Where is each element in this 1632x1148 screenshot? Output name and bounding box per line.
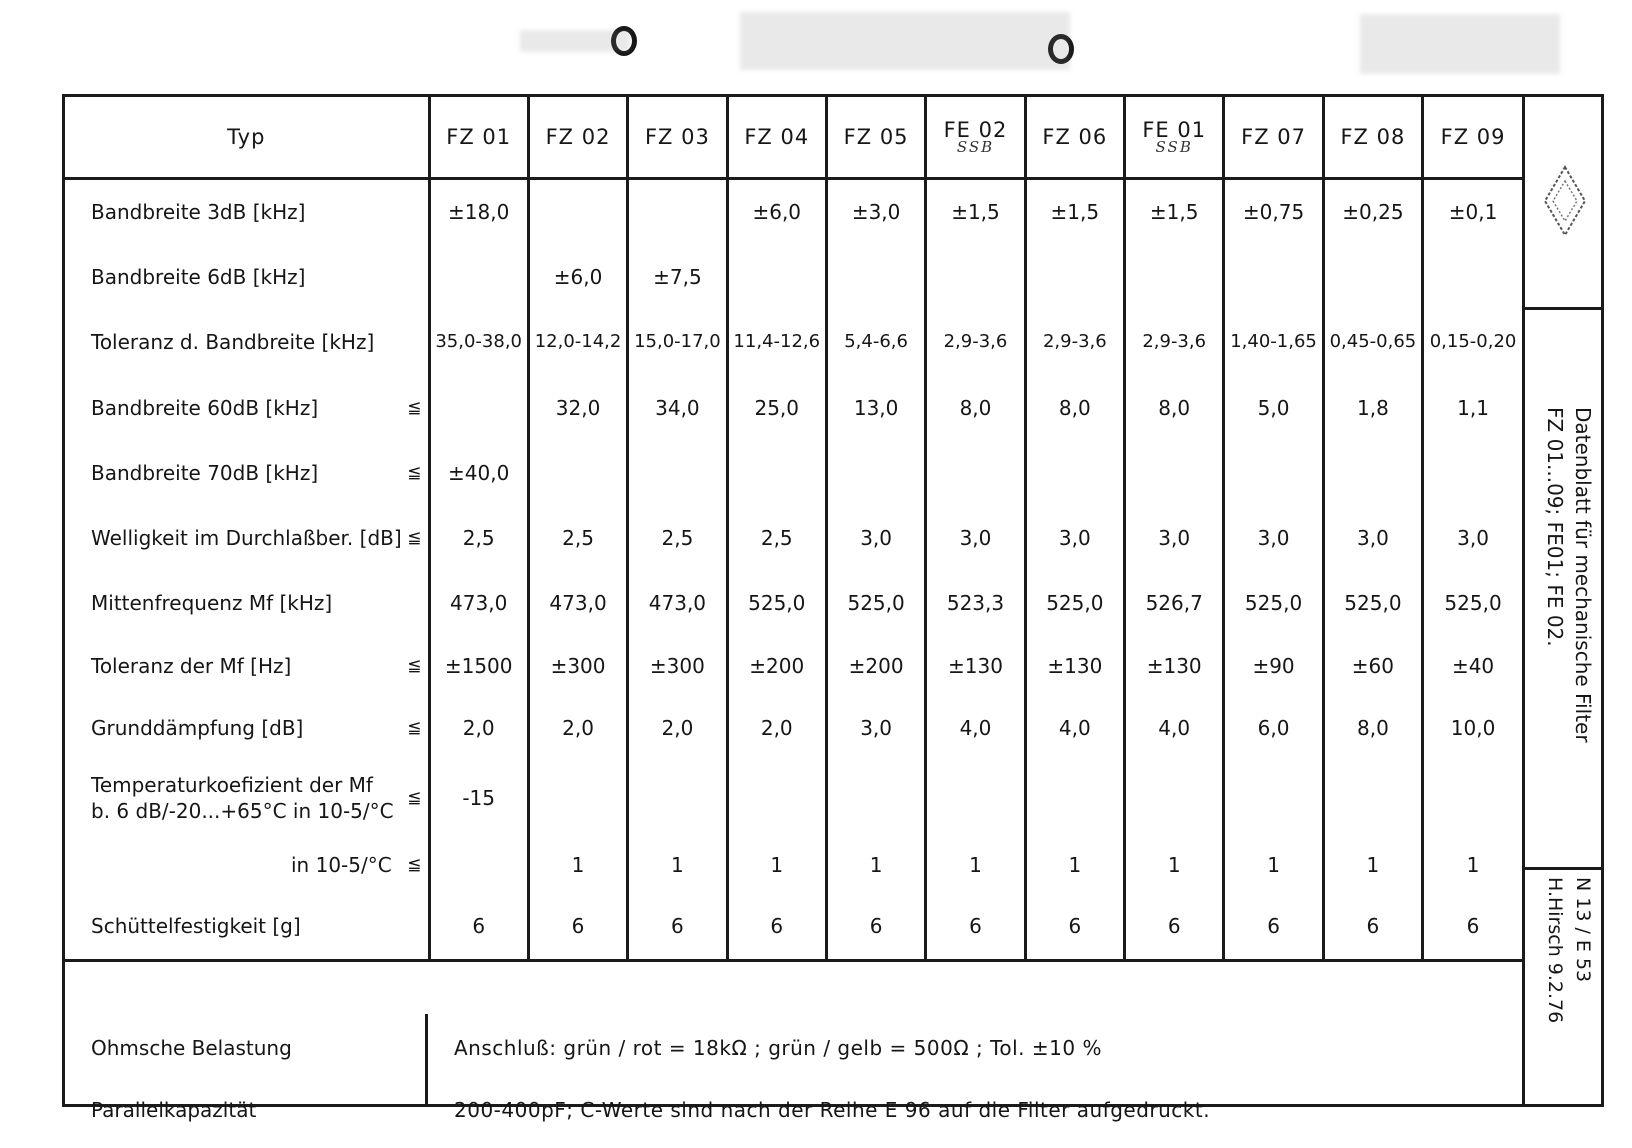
table-cell: 11,4-12,6 <box>727 309 826 375</box>
column-label: FZ 03 <box>644 125 710 149</box>
row-label: Mittenfrequenz Mf [kHz] <box>91 590 333 615</box>
table-cell: 3,0 <box>826 505 925 571</box>
table-cell: ±6,0 <box>528 245 627 309</box>
table-cell: ±1,5 <box>926 179 1025 245</box>
row-label-cell <box>65 837 429 893</box>
less-equal-symbol: ≦ <box>407 854 422 875</box>
row-label-cell <box>65 571 429 635</box>
row-label: Bandbreite 3dB [kHz] <box>91 200 306 225</box>
table-row <box>65 505 1522 571</box>
table-cell: 3,0 <box>1125 505 1224 571</box>
column-header <box>1125 97 1224 179</box>
table-row <box>65 837 1522 893</box>
table-cell: 6 <box>528 893 627 961</box>
column-header <box>727 97 826 179</box>
table-cell: 6 <box>628 893 727 961</box>
table-cell: ±1500 <box>429 635 528 697</box>
table-cell: ±1,5 <box>1025 179 1124 245</box>
table-cell <box>926 245 1025 309</box>
table-row <box>65 441 1522 505</box>
column-header <box>1323 97 1422 179</box>
table-cell: ±0,1 <box>1423 179 1522 245</box>
table-cell: 13,0 <box>826 375 925 441</box>
table-cell: 525,0 <box>826 571 925 635</box>
table-cell: ±7,5 <box>628 245 727 309</box>
table-cell <box>1323 759 1422 837</box>
table-cell: ±3,0 <box>826 179 925 245</box>
table-cell: 2,9-3,6 <box>1025 309 1124 375</box>
table-cell: 2,5 <box>528 505 627 571</box>
table-cell: ±40,0 <box>429 441 528 505</box>
table-cell: 1 <box>727 837 826 893</box>
column-header <box>628 97 727 179</box>
side-ref-line2: H.Hirsch 9.2.76 <box>1544 877 1566 1024</box>
column-label: FZ 07 <box>1241 125 1306 149</box>
row-label-cell <box>65 309 429 375</box>
table-cell <box>1025 441 1124 505</box>
table-cell: 523,3 <box>926 571 1025 635</box>
column-header <box>926 97 1025 179</box>
table-cell <box>1423 759 1522 837</box>
less-equal-symbol: ≦ <box>407 397 422 418</box>
side-separator <box>1525 307 1604 310</box>
column-note: SSB <box>1155 138 1193 156</box>
table-cell: 1 <box>1323 837 1422 893</box>
table-cell: 6 <box>1224 893 1323 961</box>
table-cell: ±90 <box>1224 635 1323 697</box>
table-cell: 1 <box>1224 837 1323 893</box>
table-cell: 34,0 <box>628 375 727 441</box>
row-label: Bandbreite 60dB [kHz] <box>91 395 319 420</box>
table-cell <box>1025 759 1124 837</box>
table-cell <box>1323 245 1422 309</box>
table-cell: ±300 <box>528 635 627 697</box>
table-cell: 32,0 <box>528 375 627 441</box>
table-cell: ±200 <box>727 635 826 697</box>
scan-noise <box>740 12 1070 70</box>
row-label: Welligkeit im Durchlaßber. [dB] <box>91 525 402 550</box>
less-equal-symbol: ≦ <box>407 787 422 808</box>
load-value: Anschluß: grün / rot = 18kΩ ; grün / gelb = 500Ω ; Tol. ±10 % <box>454 1036 1102 1060</box>
row-label: Grunddämpfung [dB] <box>91 715 304 740</box>
table-cell: 0,45-0,65 <box>1323 309 1422 375</box>
side-reference <box>1535 877 1597 1087</box>
table-cell <box>1224 441 1323 505</box>
table-cell: 526,7 <box>1125 571 1224 635</box>
less-equal-symbol: ≦ <box>407 655 422 676</box>
row-label-cell <box>65 179 429 245</box>
row-label: Schüttelfestigkeit [g] <box>91 913 301 938</box>
table-cell: ±0,25 <box>1323 179 1422 245</box>
table-cell <box>528 759 627 837</box>
table-cell: 4,0 <box>1125 697 1224 759</box>
table-cell: 525,0 <box>727 571 826 635</box>
less-equal-symbol: ≦ <box>407 462 422 483</box>
table-cell: 3,0 <box>926 505 1025 571</box>
table-cell: 3,0 <box>1323 505 1422 571</box>
table-cell: ±0,75 <box>1224 179 1323 245</box>
table-cell: -15 <box>429 759 528 837</box>
table-cell <box>1125 441 1224 505</box>
table-cell: 1 <box>926 837 1025 893</box>
row-label-cell <box>65 635 429 697</box>
table-cell: 4,0 <box>926 697 1025 759</box>
table-cell <box>1423 441 1522 505</box>
table-cell: 3,0 <box>1423 505 1522 571</box>
table-row <box>65 635 1522 697</box>
column-header <box>528 97 627 179</box>
table-row <box>65 375 1522 441</box>
table-cell: 1 <box>628 837 727 893</box>
header-row <box>65 97 1522 179</box>
column-label: FZ 09 <box>1440 125 1506 149</box>
table-cell: ±300 <box>628 635 727 697</box>
table-cell: 525,0 <box>1224 571 1323 635</box>
table-cell: ±130 <box>1125 635 1224 697</box>
table-row <box>65 893 1522 961</box>
table-cell <box>429 837 528 893</box>
row-label: Bandbreite 70dB [kHz] <box>91 460 319 485</box>
filter-table <box>65 97 1522 962</box>
table-cell: 525,0 <box>1323 571 1422 635</box>
row-label-cell <box>65 375 429 441</box>
table-cell: 2,5 <box>429 505 528 571</box>
table-cell <box>1423 245 1522 309</box>
table-cell: 1 <box>826 837 925 893</box>
table-cell: 6,0 <box>1224 697 1323 759</box>
table-cell: 2,5 <box>628 505 727 571</box>
table-cell: 4,0 <box>1025 697 1124 759</box>
table-cell: 6 <box>1323 893 1422 961</box>
table-cell: 3,0 <box>1025 505 1124 571</box>
table-cell: ±200 <box>826 635 925 697</box>
row-label: in 10-5/°C <box>291 852 392 877</box>
row-label-cell <box>65 441 429 505</box>
table-cell: ±18,0 <box>429 179 528 245</box>
column-label: FE 02 <box>943 118 1008 142</box>
table-cell: 473,0 <box>528 571 627 635</box>
table-cell: 6 <box>1125 893 1224 961</box>
table-cell: 1 <box>1125 837 1224 893</box>
table-cell: 6 <box>826 893 925 961</box>
table-cell: 5,0 <box>1224 375 1323 441</box>
column-label: FZ 08 <box>1340 125 1406 149</box>
table-cell: 6 <box>429 893 528 961</box>
table-row <box>65 697 1522 759</box>
table-cell: 0,15-0,20 <box>1423 309 1522 375</box>
table-cell: ±130 <box>926 635 1025 697</box>
table-cell: ±6,0 <box>727 179 826 245</box>
table-cell <box>628 441 727 505</box>
table-cell: 1,40-1,65 <box>1224 309 1323 375</box>
table-cell <box>727 441 826 505</box>
table-cell <box>826 441 925 505</box>
table-cell: ±1,5 <box>1125 179 1224 245</box>
table-cell <box>628 759 727 837</box>
side-panel <box>1522 97 1604 1104</box>
table-cell <box>826 759 925 837</box>
table-cell <box>1224 759 1323 837</box>
scan-noise <box>520 30 630 52</box>
table-cell <box>926 441 1025 505</box>
scan-noise <box>1360 14 1560 74</box>
table-cell: 473,0 <box>628 571 727 635</box>
table-cell: 1,1 <box>1423 375 1522 441</box>
table-cell <box>1125 759 1224 837</box>
table-cell <box>1125 245 1224 309</box>
column-note: SSB <box>956 138 995 156</box>
column-label: FE 01 <box>1142 118 1207 142</box>
cap-label: Parallelkapazität <box>91 1098 257 1122</box>
table-cell <box>628 179 727 245</box>
table-cell: ±40 <box>1423 635 1522 697</box>
table-cell: 15,0-17,0 <box>628 309 727 375</box>
table-cell: ±60 <box>1323 635 1422 697</box>
table-cell: 8,0 <box>926 375 1025 441</box>
row-label-cell <box>65 505 429 571</box>
footer <box>65 1014 1522 1122</box>
column-header <box>1025 97 1124 179</box>
table-cell: 35,0-38,0 <box>429 309 528 375</box>
table-cell: 8,0 <box>1025 375 1124 441</box>
table-row <box>65 571 1522 635</box>
table-cell: 8,0 <box>1125 375 1224 441</box>
table-cell <box>727 759 826 837</box>
table-cell <box>1025 245 1124 309</box>
column-header <box>826 97 925 179</box>
row-label-cell <box>65 697 429 759</box>
table-cell: 8,0 <box>1323 697 1422 759</box>
row-label-cell <box>65 893 429 961</box>
table-cell: 2,9-3,6 <box>926 309 1025 375</box>
table-cell <box>926 759 1025 837</box>
table-cell <box>528 179 627 245</box>
load-label: Ohmsche Belastung <box>91 1036 292 1060</box>
table-cell: 3,0 <box>826 697 925 759</box>
row-label-cell <box>65 245 429 309</box>
table-cell <box>826 245 925 309</box>
table-row <box>65 245 1522 309</box>
table-row <box>65 179 1522 245</box>
side-separator <box>1525 867 1604 870</box>
type-header: Typ <box>65 97 429 179</box>
cap-value: 200-400pF; C-Werte sind nach der Reihe E 96 auf die Filter aufgedruckt. <box>454 1098 1211 1122</box>
table-cell: 25,0 <box>727 375 826 441</box>
side-title <box>1535 407 1597 847</box>
table-cell: 6 <box>727 893 826 961</box>
table-cell: 1 <box>1423 837 1522 893</box>
company-logo-icon <box>1543 165 1587 237</box>
side-ref-line1: N 13 / E 53 <box>1572 877 1594 983</box>
table-cell: 5,4-6,6 <box>826 309 925 375</box>
column-label: FZ 04 <box>744 125 810 149</box>
table-cell <box>727 245 826 309</box>
less-equal-symbol: ≦ <box>407 527 422 548</box>
table-cell: 6 <box>926 893 1025 961</box>
side-title-line1: Datenblatt für mechanische Filter <box>1571 407 1595 743</box>
row-label: Bandbreite 6dB [kHz] <box>91 264 306 289</box>
column-label: FZ 01 <box>446 125 512 149</box>
table-cell <box>1323 441 1422 505</box>
table-cell: 2,5 <box>727 505 826 571</box>
table-cell: 1 <box>528 837 627 893</box>
table-cell: 2,0 <box>429 697 528 759</box>
table-cell <box>429 245 528 309</box>
table-row <box>65 759 1522 837</box>
data-sheet <box>62 94 1604 1122</box>
table-cell: 1 <box>1025 837 1124 893</box>
table-cell: 2,0 <box>628 697 727 759</box>
row-label: Toleranz der Mf [Hz] <box>91 653 292 678</box>
table-row <box>65 309 1522 375</box>
column-label: FZ 06 <box>1042 125 1108 149</box>
row-label: Toleranz d. Bandbreite [kHz] <box>91 329 375 354</box>
table-cell: 10,0 <box>1423 697 1522 759</box>
table-cell: 473,0 <box>429 571 528 635</box>
row-label-cell <box>65 759 429 837</box>
table-cell: 525,0 <box>1423 571 1522 635</box>
table-cell <box>1224 245 1323 309</box>
table-cell: 2,9-3,6 <box>1125 309 1224 375</box>
column-header <box>1423 97 1522 179</box>
column-label: FZ 05 <box>843 125 909 149</box>
table-cell <box>429 375 528 441</box>
table-cell: 1,8 <box>1323 375 1422 441</box>
table-cell: 6 <box>1025 893 1124 961</box>
table-cell: 12,0-14,2 <box>528 309 627 375</box>
table-cell: 2,0 <box>528 697 627 759</box>
column-header <box>429 97 528 179</box>
row-label: Temperaturkoefizient der Mf b. 6 dB/-20...+65°C in 10-5/°C <box>91 772 394 823</box>
table-cell: 525,0 <box>1025 571 1124 635</box>
column-header <box>1224 97 1323 179</box>
table-cell: ±130 <box>1025 635 1124 697</box>
footer-divider <box>425 1014 428 1107</box>
side-title-line2: FZ 01...09; FE01; FE 02. <box>1543 407 1567 647</box>
table-cell: 6 <box>1423 893 1522 961</box>
table-cell <box>528 441 627 505</box>
table-cell: 2,0 <box>727 697 826 759</box>
less-equal-symbol: ≦ <box>407 717 422 738</box>
column-label: FZ 02 <box>545 125 611 149</box>
table-cell: 3,0 <box>1224 505 1323 571</box>
